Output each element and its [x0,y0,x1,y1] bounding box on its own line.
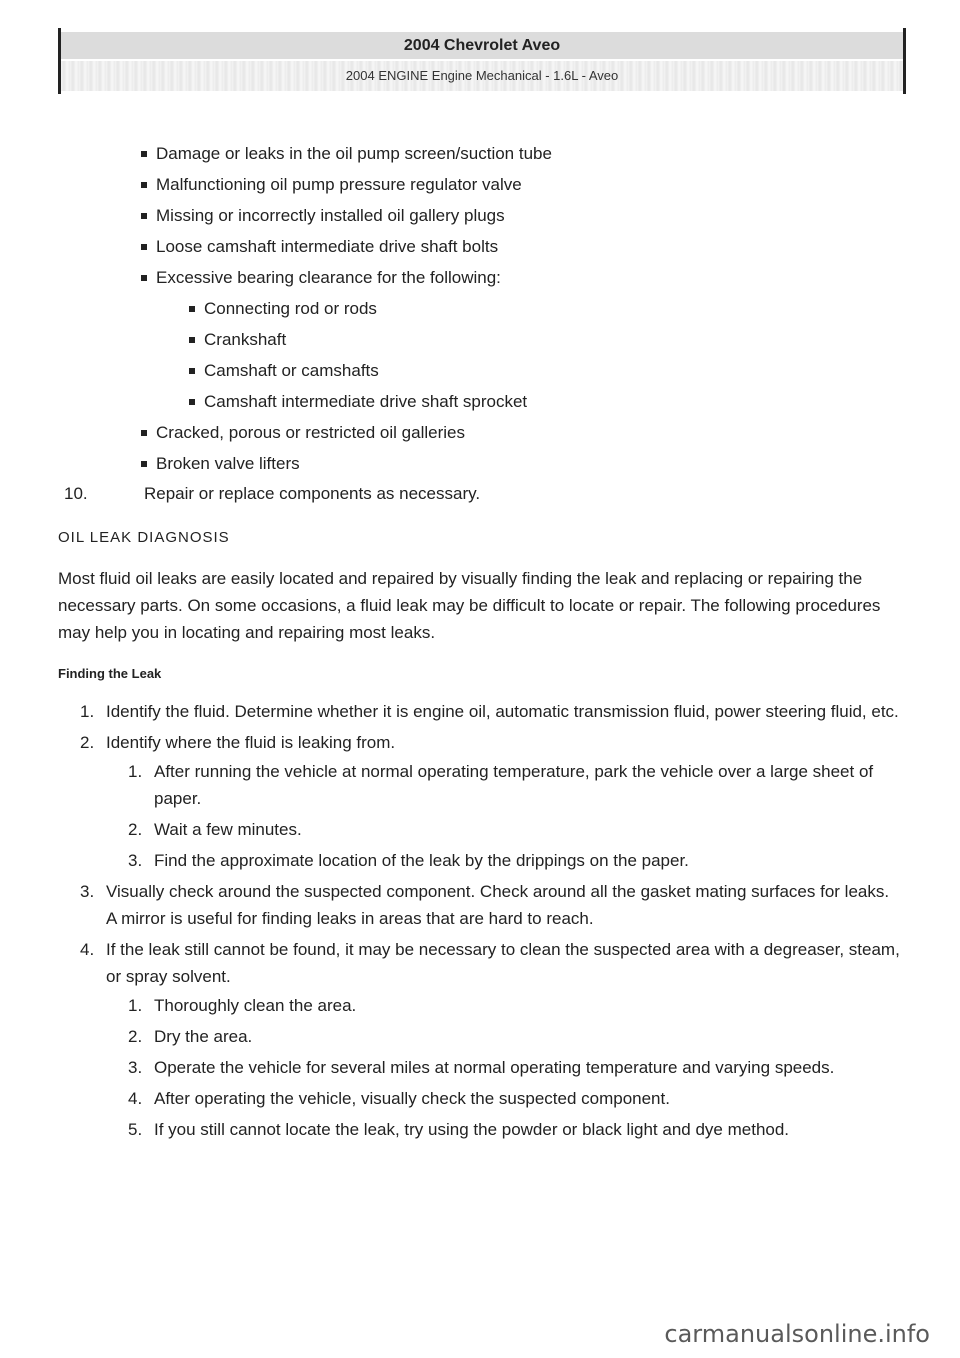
bullet-icon [141,182,147,188]
list-item: Crankshaft [58,324,900,355]
substep-text: Thoroughly clean the area. [154,996,357,1015]
list-item: Loose camshaft intermediate drive shaft bolts [58,231,900,262]
substep-text: Wait a few minutes. [154,820,302,839]
substeps [106,758,900,874]
substep-number: 2. [128,820,143,839]
step-number: 3. [80,882,95,901]
substep-number: 1. [128,996,143,1015]
substeps [106,992,900,1143]
step-text: Identify where the fluid is leaking from. [106,733,396,752]
bullet-icon [189,337,195,343]
substep-item [106,758,900,812]
page-header [58,28,906,94]
intro-paragraph: Most fluid oil leaks are easily located and repaired by visually finding the leak and replacing or repairing the necessary parts. On some occasions, a fluid leak may be difficult to locate or repair. The following procedures may help you in locating and repairing most leaks. [58,569,881,642]
causes-list-continued [58,417,900,479]
substep-number: 3. [128,1058,143,1077]
substep-text: Operate the vehicle for several miles at normal operating temperature and varying speeds. [154,1058,835,1077]
list-item: Malfunctioning oil pump pressure regulator valve [58,169,900,200]
bullet-icon [141,430,147,436]
substep-item [106,1054,900,1081]
list-item: Broken valve lifters [58,448,900,479]
step-item [58,698,900,725]
substep-text: After running the vehicle at normal operating temperature, park the vehicle over a large sheet of paper. [154,762,874,808]
step-text: If the leak still cannot be found, it may be necessary to clean the suspected area with a degreaser, steam, or spray solvent. [106,940,900,986]
watermark: carmanualsonline.info [664,1320,930,1348]
list-item: Connecting rod or rods [58,293,900,324]
substep-number: 3. [128,851,143,870]
document-title: 2004 Chevrolet Aveo [61,32,903,59]
list-item: Damage or leaks in the oil pump screen/suction tube [58,138,900,169]
bullet-icon [141,244,147,250]
substep-item [106,816,900,843]
bullet-icon [141,213,147,219]
document-subtitle: 2004 ENGINE Engine Mechanical - 1.6L - Aveo [61,61,903,91]
substep-item [106,992,900,1019]
finding-steps [58,698,900,1143]
step-number: 2. [80,733,95,752]
list-item: Cracked, porous or restricted oil galleries [58,417,900,448]
step-10 [58,479,900,509]
bullet-icon [189,306,195,312]
page-content [58,138,900,1147]
section-title: OIL LEAK DIAGNOSIS [58,529,230,546]
substep-text: If you still cannot locate the leak, try using the powder or black light and dye method. [154,1120,790,1139]
bullet-icon [189,368,195,374]
step-text: Visually check around the suspected component. Check around all the gasket mating surfaces for leaks. A mirror is useful for finding leaks in areas that are hard to reach. [106,882,890,928]
bullet-icon [141,275,147,281]
substep-item [106,847,900,874]
subsection-title: Finding the Leak [58,666,162,681]
list-item: Excessive bearing clearance for the following: [58,262,900,293]
causes-list [58,138,900,293]
substep-text: Dry the area. [154,1027,253,1046]
step-number: 10. [64,484,88,503]
step-item [58,729,900,874]
substep-text: After operating the vehicle, visually check the suspected component. [154,1089,670,1108]
substep-item [106,1116,900,1143]
list-item: Camshaft intermediate drive shaft sprocket [58,386,900,417]
step-number: 4. [80,940,95,959]
bullet-icon [189,399,195,405]
substep-text: Find the approximate location of the leak by the drippings on the paper. [154,851,689,870]
substep-number: 2. [128,1027,143,1046]
bullet-icon [141,151,147,157]
step-number: 1. [80,702,95,721]
list-item: Missing or incorrectly installed oil gallery plugs [58,200,900,231]
bullet-icon [141,461,147,467]
substep-number: 4. [128,1089,143,1108]
bearing-clearance-list [58,293,900,417]
substep-item [106,1023,900,1050]
step-text: Identify the fluid. Determine whether it is engine oil, automatic transmission fluid, power steering fluid, etc. [106,702,899,721]
list-item: Camshaft or camshafts [58,355,900,386]
step-item [58,878,900,932]
step-text: Repair or replace components as necessary. [144,484,481,503]
substep-item [106,1085,900,1112]
step-item [58,936,900,1143]
substep-number: 5. [128,1120,143,1139]
substep-number: 1. [128,762,143,781]
